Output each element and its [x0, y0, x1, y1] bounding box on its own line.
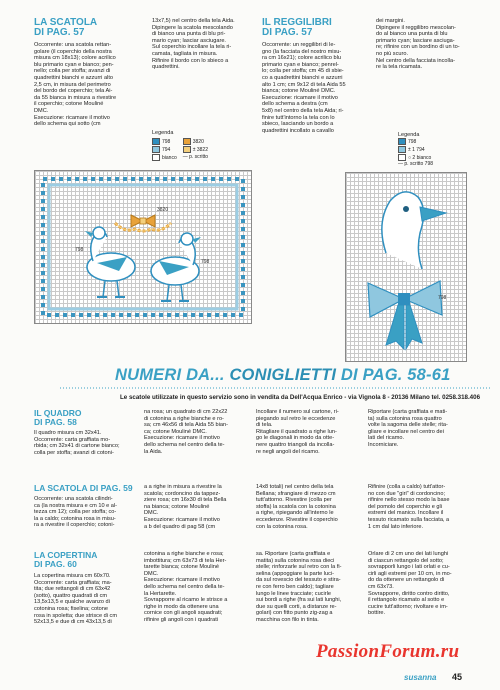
- goose-head: [382, 192, 446, 269]
- legend-label: — p. scritto 798: [398, 161, 434, 168]
- goose-left: [85, 227, 135, 297]
- chart-label: 798: [201, 259, 210, 265]
- legend-label: 3820: [192, 138, 204, 145]
- swatch-3820: [183, 138, 191, 145]
- legend-title: Legenda: [398, 132, 420, 138]
- banner-title: [115, 366, 485, 388]
- cross-stitch-chart-geese: [34, 170, 252, 324]
- article-text-quadro: Il quadro misura cm 32x41. Occorrente: carta graffiata mo- rbida; cm 32x41 di cartone bianco; colla per stoffa; avanzi di cotoni-: [34, 430, 120, 456]
- swatch-798: [398, 138, 406, 145]
- legend-title: Legenda: [152, 130, 174, 136]
- swatch-794: [398, 146, 406, 153]
- article-text-copertina: La copertina misura cm 60x70. Occorrente: carta graffiata; ma- tita; due rettangoli di cm 63x42 (sotto), quattro quadrati di cm 13,5x13,5 e qualche avanzo di cotonina rosa; fiselina; cotone rosa in spoletta; due strisce di cm 52x13,5 e due di cm 43x13,5 di: [34, 573, 118, 626]
- article-text-quadro-3: Incollare il numero sul cartone, ri- piegando sul retro le eccedenze di tela. Ritagliare il quadrato a righe lun- go le diagonali in modo da otte- nere quattro triangoli da incolla- re negli angoli del ricamo.: [256, 409, 339, 455]
- reggilibri-text-col1: Occorrente: un reggilibri di le- gno (la facciata del nostro misu- ra cm 16x21); colore acrilico blu primario cyan e bianco; penrel- lo; colla per stoffa; cm 45 di sbie- co a quadrettini bianchi e azzurri alto 1 cm; cm 9x12 di tela Aida 55 bianca; cotone Mouliné DMC. Esecuzione: ricamare il motivo dello schema a destra (cm 5x8) nel centro della tela Aida; ri- finire tutt'intorno la tela con lo sbieco, lasciando un bordo a quadrettini incollato a cavallo: [262, 42, 346, 134]
- watermark-text: PassionForum.ru: [316, 641, 460, 662]
- banner-prefix: NUMERI DA...: [115, 366, 225, 384]
- page-number: 45: [452, 672, 463, 682]
- reggilibri-text-col2: dei margini. Dipingere il reggilibro mescolan- do al bianco una punta di blu primario cyan; lasciare asciuga- re; rifinire con un bordino di un to- no più scuro. Nel centro della facciata incolla- re la tela ricamata.: [376, 18, 460, 71]
- article-text-scatola-59-4: Rifinire (colla a caldo) tutt'attor- no con due "giri" di cordoncino; rifinire nello stesso modo la base del pomolo del coperchio e gli estremi del manico. Incollare il tessuto ricamato sulla facciata, a 1 cm dal lato inferiore.: [368, 484, 450, 530]
- article-text-scatola-59-2: a a righe in misura a rivestire la scatola; cordoncino da tappez- ziere rosa; cm 16x30 di tela Bella na bianca; cotone Mouliné DMC. Esecuzione: ricamare il motivo a b del quadro di pag 58 (cm: [144, 484, 227, 530]
- legend-label: bianco: [162, 154, 177, 161]
- legend-label: 794: [162, 146, 171, 153]
- article-text-copertina-2: cotonina a righe bianche e rosa; imbottitura; cm 63x73 di tela Her- tarette bianca; cotone Mouliné DMC. Esecuzione: ricamare il motivo dello schema nel centro della te- la Hertarette. Sovrapporre al ricamo le strisce a righe in modo da ottenere una cornice con gli angoli squadrati; rifinire gli angoli con i quadrati: [144, 551, 228, 623]
- banner-subline: Le scatole utilizzate in questo servizio sono in vendita da Dell'Acqua Enrico - via Vignola 8 - 20136 Milano tel. 0258.318.406: [120, 394, 481, 401]
- article-text-scatola-59-3: 14x8 totali) nel centro della tela Bellana; sfrangiare di mezzo cm tutt'attorno. Rivestire (colla per stoffa) la scatola con la cotonina a righe, ripiegando all'interno le eccedenze. Rivestire il coperchio con la cotonina rosa.: [256, 484, 338, 530]
- banner-suffix: DI PAG. 58-61: [340, 366, 451, 384]
- bow-ornament: [115, 215, 171, 231]
- legend-label: 798: [408, 138, 417, 145]
- legend-label: ± 1 794: [408, 146, 425, 153]
- chart-geese-drawing: [35, 171, 251, 323]
- scatola-text-col2: 13x7,5) nel centro della tela Aida. Dipingere la scatola mescolando di bianco una punta di blu pri- mario cyan; lasciar asciugare. Sul coperchio incollare la tela ri- camata, tagliata in misura. Rifinire il bordo con lo sbieco a quadrettini.: [152, 18, 235, 71]
- scatola-text-col1: Occorrente: una scatola rettan- golare (il coperchio della nostra misura cm 18x13); colore acrilico blu primario cyan e bianco; pen- nello; colla per stoffa; avanzi di quadrettini bianchi e azzurri alto 2,5 cm, in misura del perimetro del bordo del coperchio; tela Ai- da 55 bianca in misura a rivestire il coperchio; cotone Mouliné DMC. Esecuzione: ricamare il motivo dello schema qui sotto (cm: [34, 42, 117, 128]
- chart-goose-bow-drawing: [346, 173, 466, 361]
- chart-label: 798: [75, 247, 84, 253]
- legend-scatola: [152, 130, 252, 161]
- legend-label: ± 3822: [192, 146, 208, 153]
- article-text-copertina-3: sa. Riportare (carta graffiata e matita) sulla cotonina rosa dieci stelle; rinforzarle sul retro con la fi- selina (appoggiare la parte luci- da sul rovescio del tessuto e stira- re con ferro ben caldo); tagliare lungo le linee tracciate; cucirle sui bordi a righe (fra sui lati lunghi, due su quelli corti, a distanze re- golari) con fitto punto zig-zag a macchina con filo in tinta.: [256, 551, 342, 623]
- article-title-scatola-59: LA SCATOLA DI PAG. 59: [34, 483, 133, 493]
- legend-reggilibri: [398, 132, 478, 168]
- legend-label: — p. scritto: [182, 153, 209, 160]
- article-title-quadro: IL QUADRO DI PAG. 58: [34, 408, 82, 427]
- goose-right: [151, 233, 201, 301]
- swatch-798: [152, 138, 160, 145]
- chart-label: 3820: [157, 207, 169, 213]
- footer-brand: susanna: [404, 673, 437, 682]
- legend-label: ○ 2 bianco: [408, 154, 432, 161]
- article-text-quadro-4: Riportare (carta graffiata e mati- ta) sulla cotonina rosa quattro volte la sagoma delle stelle; rita- gliare e incollare nel centro dei lati del ricamo. Incorniciare.: [368, 409, 448, 448]
- section-title-reggilibri: IL REGGILIBRI DI PAG. 57: [262, 17, 332, 38]
- article-text-quadro-2: na rosa; un quadrato di cm 22x22 di cotonina a righe bianche e ro- sa; cm 46x56 di tela Aida 55 bian- ca; cotone Mouliné DMC. Esecuzione: ricamare il motivo dello schema nel centro della te- la Aida.: [144, 409, 228, 455]
- chart-label: 798: [438, 295, 447, 301]
- article-text-scatola-59: Occorrente: una scatola cilindri- ca (la nostra misura e cm 10 e al- tezza cm 12); colla per stoffa; co- la a caldo; cotonina rosa in misu- ra a rivestire il coperchio; cotoni-: [34, 496, 118, 529]
- swatch-794: [152, 146, 160, 153]
- article-text-copertina-4: Orlare di 2 cm uno dei lati lunghi di ciascun rettangolo del sotto; sovrapporli lungo i lati orlati e cu- cirli agli estremi per 10 cm, in mo- do da ottenere un rettangolo di cm 63x73. Sovrapporre, diritto contro diritto, il rettangolo ricamato al sotto e cucire tutt'attorno; rivoltare e im- bottire.: [368, 551, 452, 617]
- blue-bow: [368, 281, 442, 349]
- checkered-border: [43, 179, 243, 315]
- banner-middle: CONIGLIETTI: [224, 366, 341, 384]
- cross-stitch-chart-goose-bow: [345, 172, 467, 362]
- swatch-bianco: [398, 154, 406, 161]
- section-title-scatola: LA SCATOLA DI PAG. 57: [34, 17, 98, 38]
- legend-label: 798: [162, 138, 171, 145]
- swatch-bianco: [152, 154, 160, 161]
- article-title-copertina: LA COPERTINA DI PAG. 60: [34, 550, 98, 569]
- swatch-3822: [183, 146, 191, 153]
